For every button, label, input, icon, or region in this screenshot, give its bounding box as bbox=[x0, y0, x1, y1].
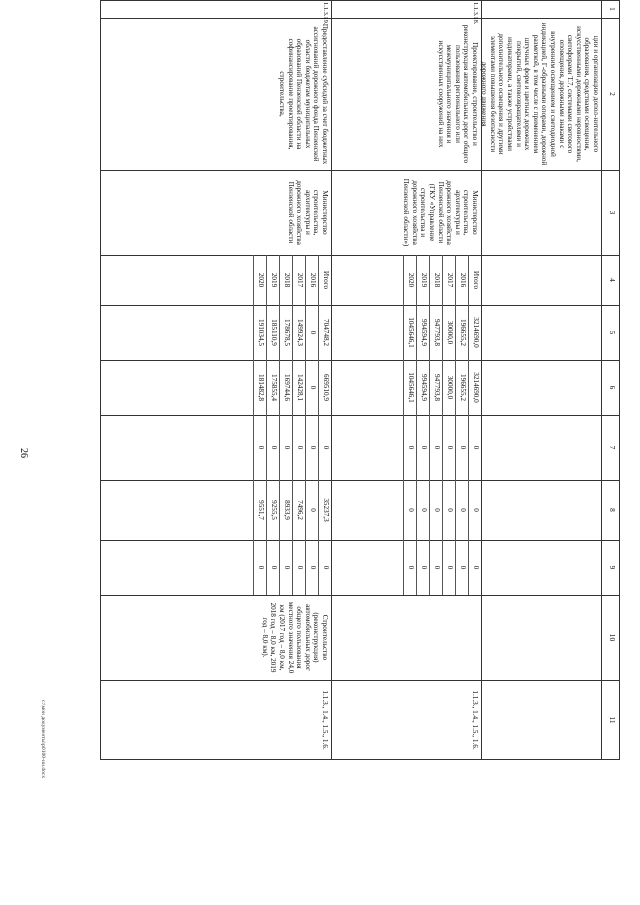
year-cell-c8: 0 bbox=[433, 508, 441, 512]
year-cell-y: 2020 bbox=[407, 272, 415, 288]
year-cell-y: 2017 bbox=[296, 272, 304, 288]
year-cell-c6: 3214690,0 bbox=[472, 372, 480, 403]
year-cell-c5: 1045646,1 bbox=[407, 317, 415, 348]
year-cell-c8: 0 bbox=[420, 508, 428, 512]
column-divider bbox=[100, 305, 620, 306]
header-cell-9: 9 bbox=[608, 565, 617, 570]
year-cell-c6: 169744,6 bbox=[283, 374, 291, 401]
year-cell-y: 2018 bbox=[433, 272, 441, 288]
year-cell-c7: 0 bbox=[433, 445, 441, 450]
year-cell-c7: 0 bbox=[270, 445, 278, 450]
executor: Министерство строительства, архитектуры и дорожного хозяйства Пензенской области bbox=[286, 180, 329, 245]
page-number: 26 bbox=[18, 448, 29, 458]
column-divider bbox=[100, 540, 620, 541]
year-cell-c6: 0 bbox=[309, 385, 317, 390]
year-cell-c5: 196655,2 bbox=[459, 319, 467, 346]
year-cell-c8: 0 bbox=[472, 508, 480, 512]
year-cell-c9: 0 bbox=[322, 565, 330, 570]
year-cell-c6: 196655,2 bbox=[459, 374, 467, 401]
year-cell-c6: 669510,9 bbox=[322, 374, 330, 401]
year-cell-c9: 0 bbox=[283, 565, 291, 570]
column-divider bbox=[100, 18, 620, 19]
row-number: 1.1.3.19. bbox=[322, 2, 329, 25]
year-cell-c6: 947793,8 bbox=[433, 374, 441, 401]
year-cell-c9: 0 bbox=[296, 565, 304, 570]
year-cell-c8: 7496,2 bbox=[296, 500, 304, 520]
row-number: 1.1.3.18. bbox=[472, 2, 479, 25]
year-cell-c7: 0 bbox=[309, 445, 317, 450]
year-cell-c9: 0 bbox=[309, 565, 317, 570]
year-cell-c8: 9551,7 bbox=[257, 500, 265, 520]
data-table bbox=[100, 0, 620, 760]
year-cell-c6: 142428,1 bbox=[296, 374, 304, 401]
year-cell-c7: 0 bbox=[472, 445, 480, 450]
column-divider bbox=[100, 255, 620, 256]
footer-path: c:\мои документы\p0100-ии.docx bbox=[40, 700, 46, 779]
year-cell-c6: 30000,0 bbox=[446, 375, 454, 400]
year-cell-c8: 9255,5 bbox=[270, 500, 278, 520]
year-cell-y: 2016 bbox=[309, 272, 317, 288]
header-cell-10: 10 bbox=[608, 633, 617, 642]
header-cell-11: 11 bbox=[608, 716, 617, 724]
year-cell-c9: 0 bbox=[270, 565, 278, 570]
year-cell-c9: 0 bbox=[257, 565, 265, 570]
year-cell-c8: 35237,3 bbox=[322, 498, 330, 522]
expected-result: Строительство (реконструкция) автомобильных дорог общего пользования местного значения 24,0 км (2017 год – 8,0 км, 2018 год – 8,0 км, 2019 год – 8,0 км). bbox=[260, 601, 329, 674]
year-cell-c8: 0 bbox=[407, 508, 415, 512]
year-cell-y: Итого bbox=[472, 270, 480, 290]
year-cell-c9: 0 bbox=[446, 565, 454, 570]
year-cell-c5: 704748,2 bbox=[322, 319, 330, 346]
year-row-divider bbox=[403, 255, 404, 595]
header-cell-5: 5 bbox=[608, 330, 617, 335]
year-cell-c8: 0 bbox=[459, 508, 467, 512]
header-cell-2: 2 bbox=[608, 92, 617, 96]
year-cell-c8: 8933,9 bbox=[283, 500, 291, 520]
year-cell-y: 2020 bbox=[257, 272, 265, 288]
measure-name: Проектирование, строительство и реконструкция автомобильных дорог общего пользования регионального или межмуниципального значения и искусственных сооружений на них bbox=[436, 24, 479, 164]
header-cell-8: 8 bbox=[608, 508, 617, 512]
year-cell-y: 2017 bbox=[446, 272, 454, 288]
year-cell-c7: 0 bbox=[322, 445, 330, 450]
header-cell-3: 3 bbox=[608, 210, 617, 215]
year-cell-c5: 994594,9 bbox=[420, 319, 428, 346]
year-cell-c5: 947793,8 bbox=[433, 319, 441, 346]
measure-name: Предоставление субсидий за счет бюджетных ассигнований дорожного фонда Пензенской области бюджетам муниципальных образований Пензенской области на софинансирование проектирования, строительства, bbox=[278, 23, 329, 165]
year-cell-c5: 0 bbox=[309, 330, 317, 335]
year-cell-c9: 0 bbox=[407, 565, 415, 570]
header-cell-1: 1 bbox=[608, 7, 617, 11]
year-row-divider bbox=[253, 255, 254, 595]
year-cell-c5: 3214690,0 bbox=[472, 317, 480, 348]
year-cell-c9: 0 bbox=[472, 565, 480, 570]
year-cell-c5: 149924,3 bbox=[296, 319, 304, 346]
year-cell-c9: 0 bbox=[433, 565, 441, 570]
year-cell-c5: 30000,0 bbox=[446, 320, 454, 345]
year-cell-c7: 0 bbox=[420, 445, 428, 450]
year-cell-y: 2019 bbox=[270, 272, 278, 288]
year-cell-c7: 0 bbox=[296, 445, 304, 450]
indicator-refs: 1.1.3., 1.4., 1.5., 1.6. bbox=[321, 690, 329, 750]
landscape-table bbox=[100, 0, 620, 760]
row-divider bbox=[601, 0, 602, 760]
year-cell-y: 2018 bbox=[283, 272, 291, 288]
column-divider bbox=[100, 170, 620, 171]
continuation-description: ции и организацию допол-нительного образования, средствами освещения, искусственными дорожными неровностями, светофорами Т.7, системами светового оповещения, дорожными знаками с внутренним освещением и светодиодной индикацией, Г-образными опорами, дорожной разметкой, в том числе с применением штучных форм и цветных дорожных покрытий, световозвращателями и индикаторами, а также устройствами дополнительного освещения и другими элементами повышения безопасности дорожного движения bbox=[480, 22, 600, 166]
column-divider bbox=[100, 680, 620, 681]
year-cell-c9: 0 bbox=[420, 565, 428, 570]
year-cell-c6: 1045646,1 bbox=[407, 372, 415, 403]
column-divider bbox=[100, 595, 620, 596]
year-cell-c8: 0 bbox=[309, 508, 317, 512]
year-cell-c7: 0 bbox=[283, 445, 291, 450]
expected-result bbox=[335, 598, 479, 677]
year-cell-c7: 0 bbox=[446, 445, 454, 450]
year-cell-c7: 0 bbox=[459, 445, 467, 450]
year-cell-c9: 0 bbox=[459, 565, 467, 570]
year-cell-c6: 181482,8 bbox=[257, 374, 265, 401]
column-divider bbox=[100, 415, 620, 416]
header-cell-6: 6 bbox=[608, 385, 617, 390]
header-cell-4: 4 bbox=[608, 278, 617, 282]
indicator-refs: 1.1.3., 1.4., 1.5., 1.6. bbox=[471, 690, 479, 750]
year-cell-c5: 191034,5 bbox=[257, 319, 265, 346]
column-divider bbox=[100, 360, 620, 361]
year-cell-c6: 994594,9 bbox=[420, 374, 428, 401]
year-cell-y: 2019 bbox=[420, 272, 428, 288]
header-cell-7: 7 bbox=[608, 445, 617, 450]
year-cell-y: 2016 bbox=[459, 272, 467, 288]
year-cell-c7: 0 bbox=[407, 445, 415, 450]
executor: Министерство строительства, архитектуры и дорожного хозяйства Пензенской области (ГКУ «Управление строительства и дорожного хозяйства Пензенской области») bbox=[402, 178, 479, 247]
column-divider bbox=[100, 480, 620, 481]
year-cell-c8: 0 bbox=[446, 508, 454, 512]
year-cell-c7: 0 bbox=[257, 445, 265, 450]
year-cell-c5: 185110,9 bbox=[270, 319, 278, 346]
year-cell-c6: 175855,4 bbox=[270, 374, 278, 401]
year-cell-y: Итого bbox=[322, 270, 330, 290]
year-cell-c5: 178678,5 bbox=[283, 319, 291, 346]
